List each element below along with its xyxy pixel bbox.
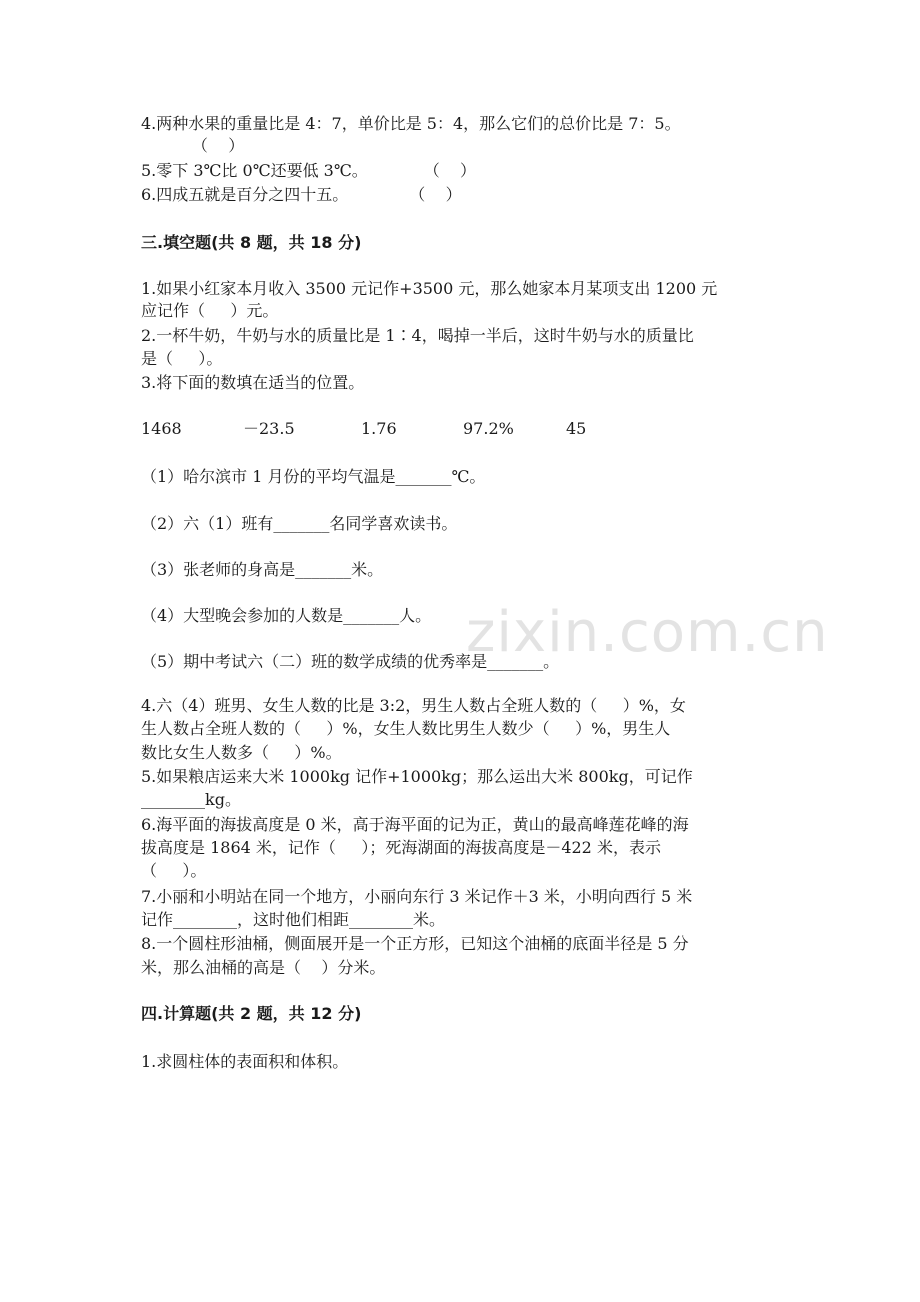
question-line: 6.四成五就是百分之四十五。 （ ）: [141, 185, 462, 204]
question-line: 1.如果小红家本月收入 3500 元记作+3500 元，那么她家本月某项支出 1200 元: [141, 279, 718, 298]
question-line: 5.零下 3℃比 0℃还要低 3℃。 （ ）: [141, 161, 477, 180]
question-line: 2.一杯牛奶，牛奶与水的质量比是 1∶4，喝掉一半后，这时牛奶与水的质量比: [141, 326, 694, 345]
number-item: 1468: [141, 419, 182, 438]
question-line: 6.海平面的海拔高度是 0 米，高于海平面的记为正，黄山的最高峰莲花峰的海: [141, 815, 689, 834]
question-line: 4.两种水果的重量比是 4：7，单价比是 5：4，那么它们的总价比是 7：5。: [141, 114, 681, 133]
question-line: 记作________，这时他们相距________米。: [141, 910, 446, 929]
sub-item: （2）六（1）班有_______名同学喜欢读书。: [141, 514, 458, 533]
question-line: 是（ ）。: [141, 349, 223, 368]
sub-item: （1）哈尔滨市 1 月份的平均气温是_______℃。: [141, 467, 486, 486]
number-list: [0, 418, 920, 442]
question-line: （ ）。: [141, 861, 207, 880]
question-line: 7.小丽和小明站在同一个地方，小丽向东行 3 米记作＋3 米，小明向西行 5 米: [141, 887, 693, 906]
section-title-fill: 三.填空题(共 8 题，共 18 分): [141, 233, 362, 252]
question-line: 3.将下面的数填在适当的位置。: [141, 373, 365, 392]
number-item: －23.5: [243, 419, 295, 438]
question-line: 1.求圆柱体的表面积和体积。: [141, 1052, 349, 1071]
question-line: 应记作（ ）元。: [141, 301, 279, 320]
number-item: 97.2%: [463, 419, 514, 438]
answer-blank: （ ）: [141, 136, 245, 155]
sub-item: （5）期中考试六（二）班的数学成绩的优秀率是_______。: [141, 652, 560, 671]
question-line: 生人数占全班人数的（ ）%，女生人数比男生人数少（ ）%，男生人: [141, 719, 671, 738]
question-line: 米，那么油桶的高是（ ）分米。: [141, 958, 386, 977]
sub-item: （4）大型晚会参加的人数是_______人。: [141, 606, 432, 625]
section-title-calc: 四.计算题(共 2 题，共 12 分): [141, 1004, 362, 1023]
question-line: 4.六（4）班男、女生人数的比是 3:2，男生人数占全班人数的（ ）%，女: [141, 696, 686, 715]
number-item: 1.76: [361, 419, 397, 438]
number-item: 45: [566, 419, 587, 438]
watermark: zixin.com.cn: [466, 600, 829, 665]
question-line: 拔高度是 1864 米，记作（ ）；死海湖面的海拔高度是－422 米，表示: [141, 838, 661, 857]
question-line: ________kg。: [141, 790, 241, 809]
question-line: 8.一个圆柱形油桶，侧面展开是一个正方形，已知这个油桶的底面半径是 5 分: [141, 934, 689, 953]
question-line: 数比女生人数多（ ）%。: [141, 743, 342, 762]
sub-item: （3）张老师的身高是_______米。: [141, 560, 384, 579]
question-line: 5.如果粮店运来大米 1000kg 记作+1000kg；那么运出大米 800kg，可记作: [141, 767, 693, 786]
